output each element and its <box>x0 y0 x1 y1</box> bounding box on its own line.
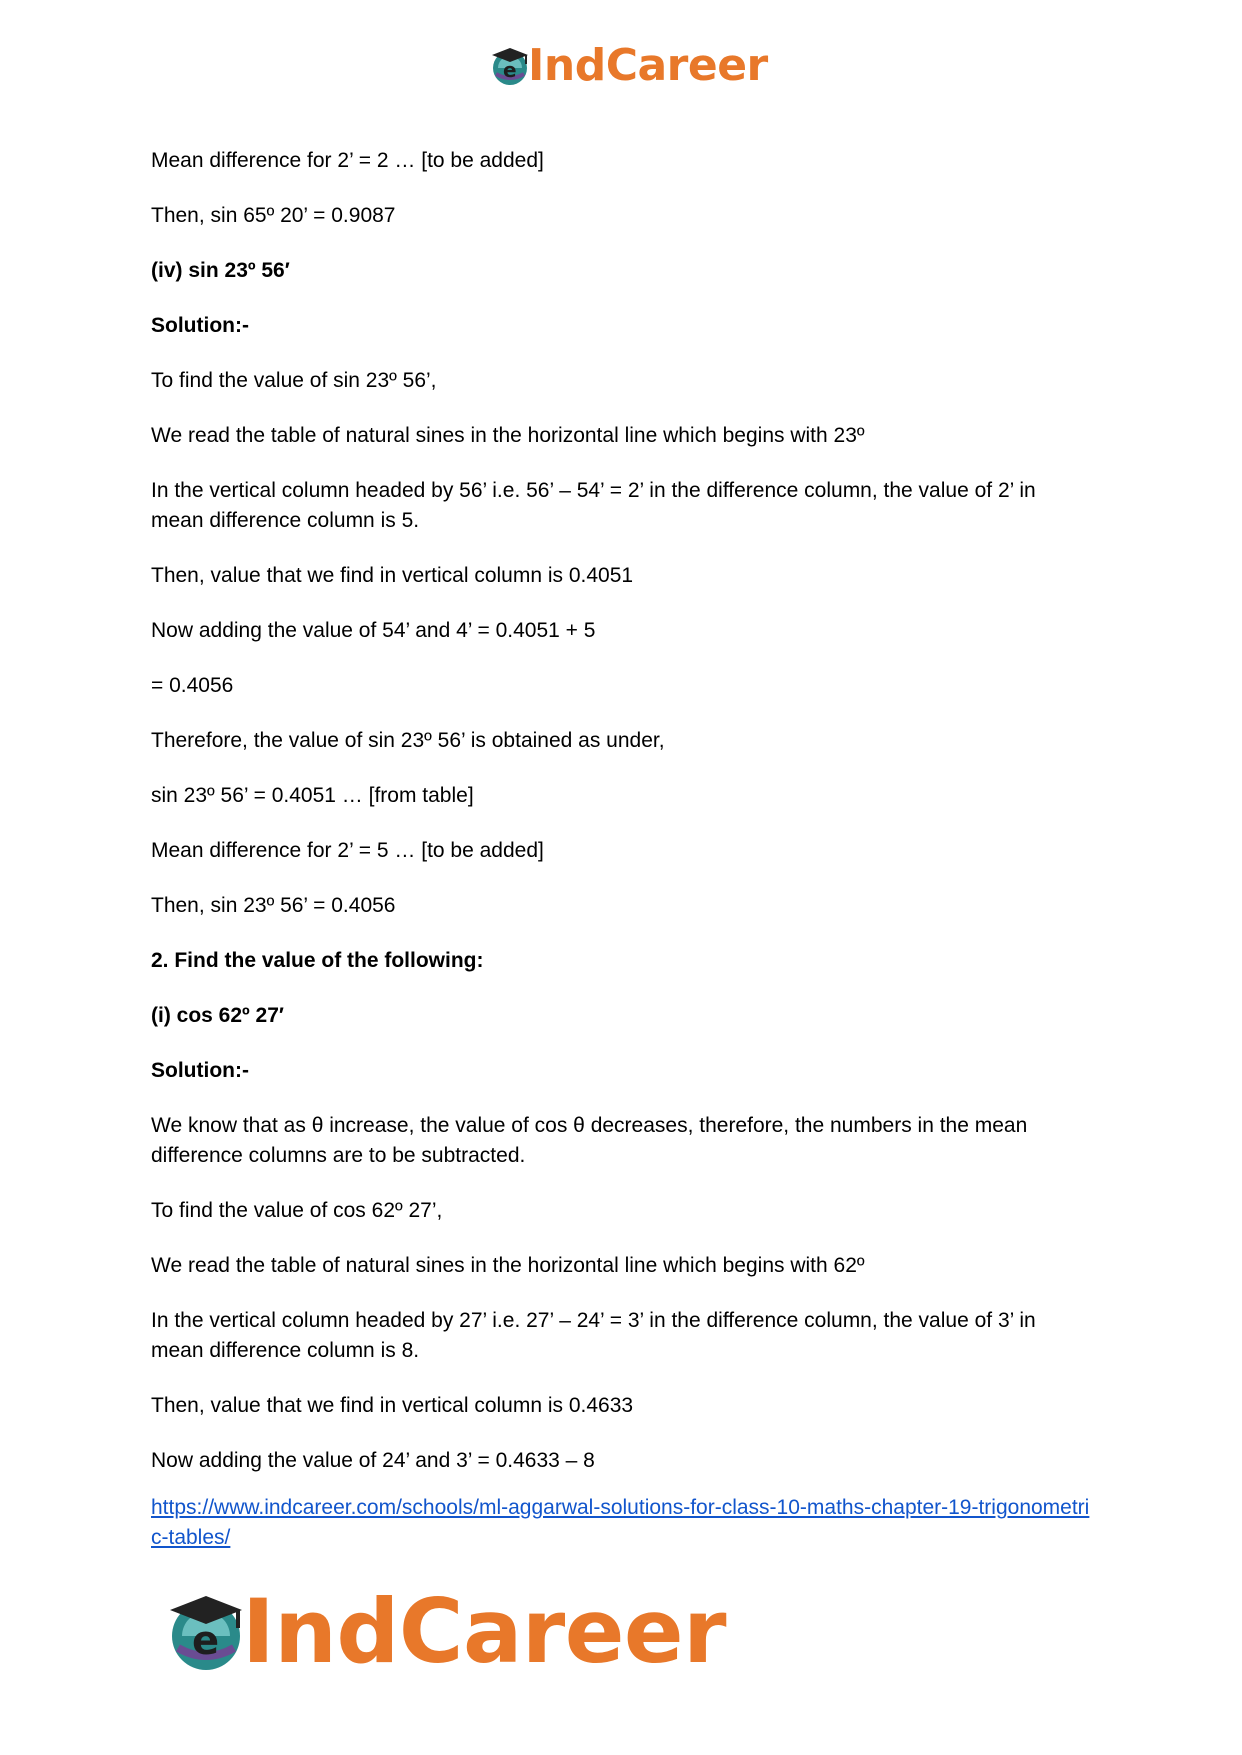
heading-paragraph: (i) cos 62º 27′ <box>151 1004 284 1027</box>
logo-text: IndCareer <box>242 1580 727 1683</box>
body-paragraph: We read the table of natural sines in the horizontal line which begins with 23º <box>151 424 865 447</box>
heading-paragraph: Solution:- <box>151 314 249 337</box>
body-paragraph: Now adding the value of 54’ and 4’ = 0.4051 + 5 <box>151 619 596 642</box>
body-paragraph: We know that as θ increase, the value of cos θ decreases, therefore, the numbers in the mean difference columns are to be subtracted. <box>151 1114 1028 1167</box>
body-paragraph: To find the value of sin 23º 56’, <box>151 369 437 392</box>
body-paragraph: Then, value that we find in vertical column is 0.4051 <box>151 564 634 587</box>
body-paragraph: In the vertical column headed by 56’ i.e. 56’ – 54’ = 2’ in the difference column, the value of 2’ in mean difference column is 5. <box>151 479 1036 532</box>
heading-paragraph: 2. Find the value of the following: <box>151 949 484 972</box>
document-body <box>151 146 1091 1553</box>
body-paragraph: To find the value of cos 62º 27’, <box>151 1199 443 1222</box>
body-paragraph: sin 23º 56’ = 0.4051 … [from table] <box>151 784 474 807</box>
body-paragraph: Now adding the value of 24’ and 3’ = 0.4633 – 8 <box>151 1449 595 1472</box>
body-paragraph: In the vertical column headed by 27’ i.e. 27’ – 24’ = 3’ in the difference column, the value of 3’ in mean difference column is 8. <box>151 1309 1036 1362</box>
header-logo <box>488 40 768 91</box>
footer-logo <box>162 1580 726 1683</box>
body-paragraph: Mean difference for 2’ = 5 … [to be added] <box>151 839 544 862</box>
heading-paragraph: (iv) sin 23º 56′ <box>151 259 290 282</box>
body-paragraph: Mean difference for 2’ = 2 … [to be added] <box>151 149 544 172</box>
heading-paragraph: Solution:- <box>151 1059 249 1082</box>
graduation-cap-globe-icon <box>488 44 532 88</box>
source-link[interactable]: https://www.indcareer.com/schools/ml-aggarwal-solutions-for-class-10-maths-chapter-19-trigonometric-tables/ <box>151 1496 1090 1549</box>
logo-text: IndCareer <box>528 40 768 91</box>
body-paragraph: Then, sin 65º 20’ = 0.9087 <box>151 204 396 227</box>
body-paragraph: Then, sin 23º 56’ = 0.4056 <box>151 894 396 917</box>
body-paragraph: Then, value that we find in vertical column is 0.4633 <box>151 1394 634 1417</box>
svg-text:e: e <box>503 57 517 82</box>
svg-text:e: e <box>192 1617 220 1664</box>
body-paragraph: Therefore, the value of sin 23º 56’ is obtained as under, <box>151 729 665 752</box>
body-paragraph: = 0.4056 <box>151 674 234 697</box>
body-paragraph: We read the table of natural sines in the horizontal line which begins with 62º <box>151 1254 865 1277</box>
graduation-cap-globe-icon <box>162 1588 250 1676</box>
